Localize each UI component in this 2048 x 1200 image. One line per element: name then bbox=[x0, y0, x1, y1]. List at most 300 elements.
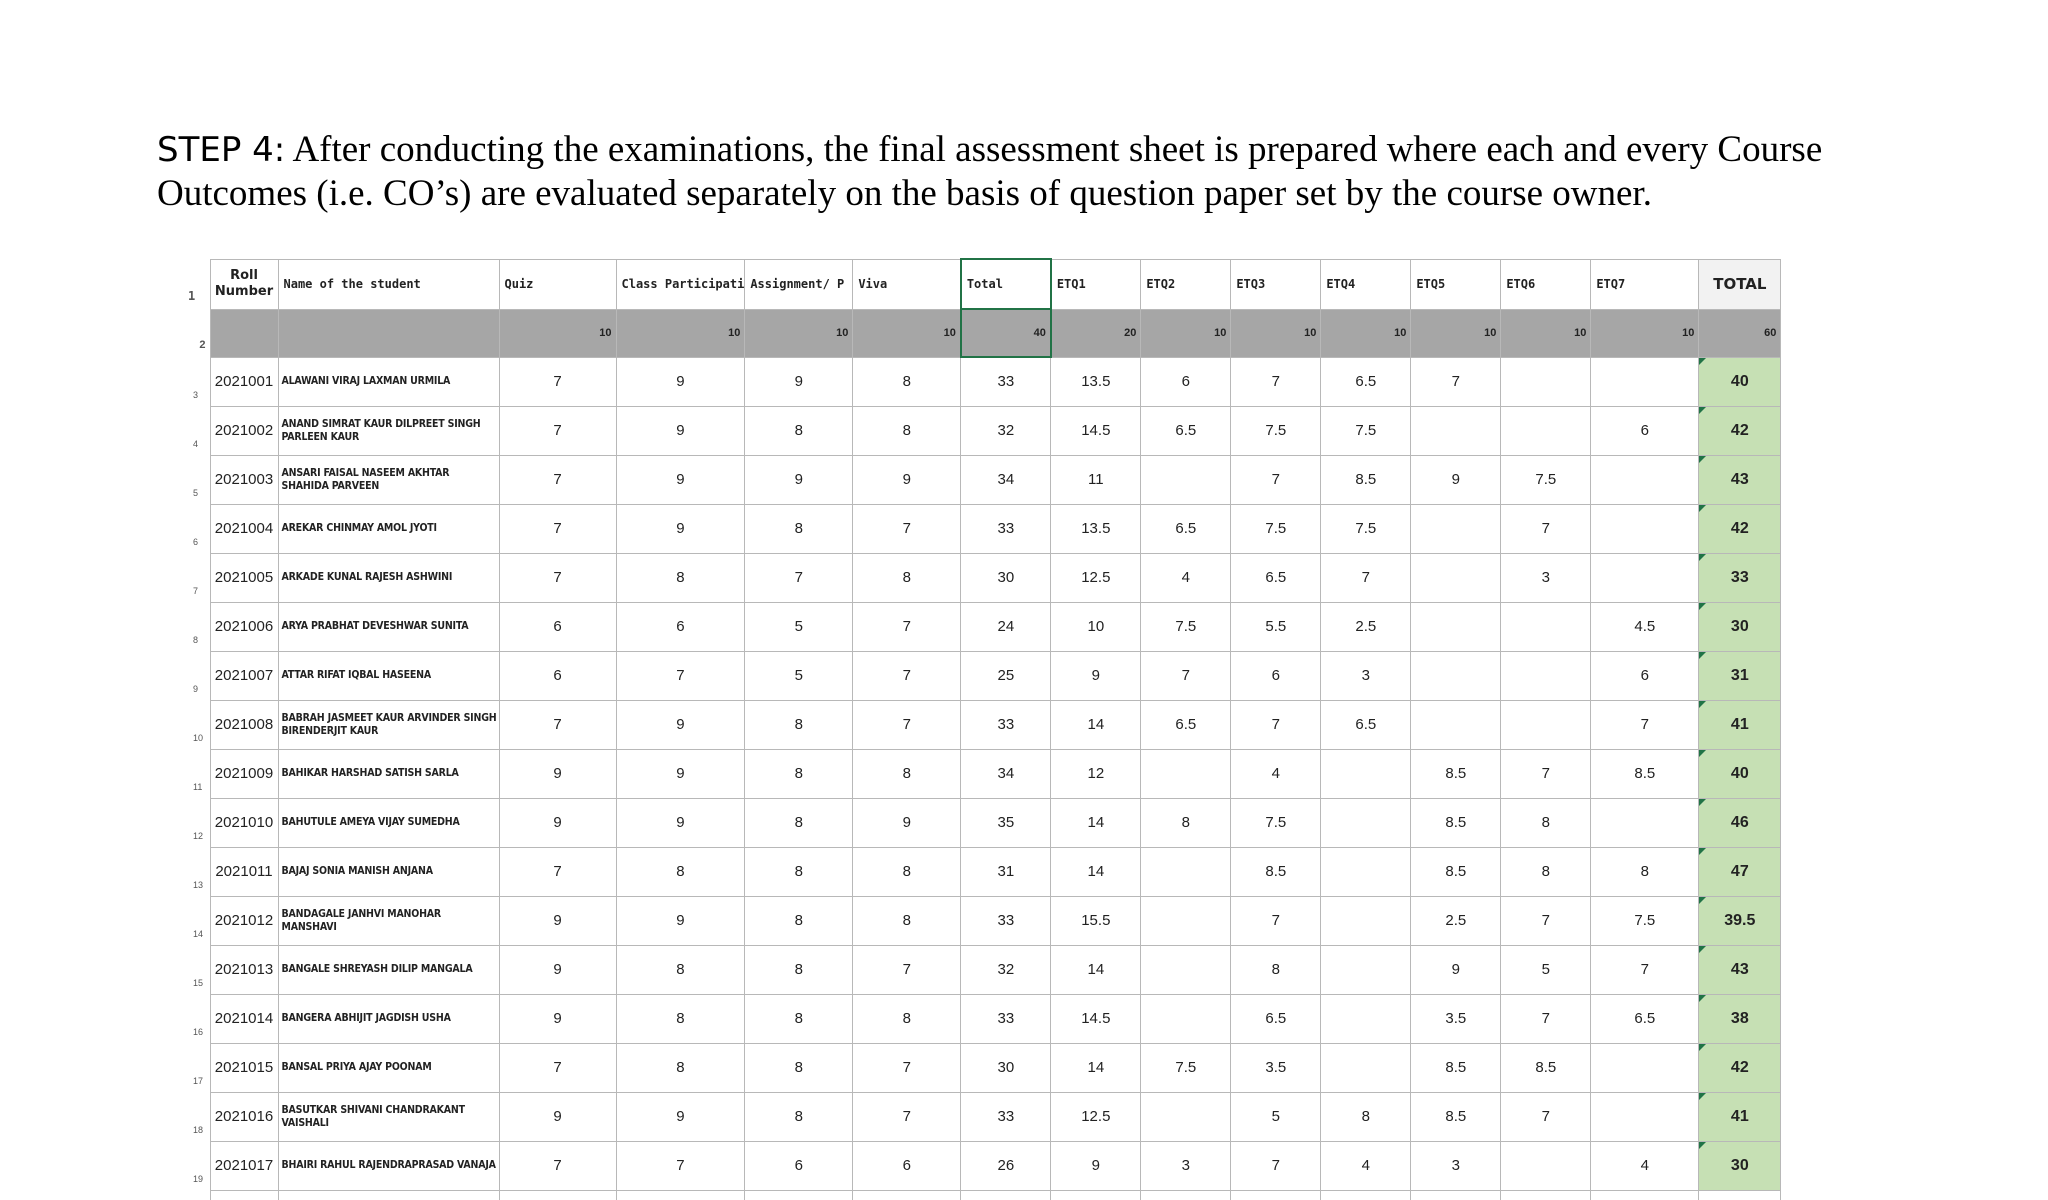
etq1-cell[interactable]: 13.5 bbox=[1051, 504, 1141, 553]
etq6-cell[interactable] bbox=[1501, 651, 1591, 700]
assignment-cell[interactable]: 8 bbox=[745, 798, 853, 847]
viva-cell[interactable]: 7 bbox=[853, 700, 961, 749]
student-name-cell[interactable]: BANDAGALE JANHVI MANOHAR MANSHAVI bbox=[278, 896, 499, 945]
max-etq5[interactable]: 10 bbox=[1411, 309, 1501, 357]
etq2-cell[interactable] bbox=[1141, 945, 1231, 994]
student-name-cell[interactable]: ANAND SIMRAT KAUR DILPREET SINGH PARLEEN KAUR bbox=[278, 406, 499, 455]
viva-cell[interactable]: 8 bbox=[853, 406, 961, 455]
student-name-cell[interactable]: BANGALE SHREYASH DILIP MANGALA bbox=[278, 945, 499, 994]
etq6-cell[interactable]: 8 bbox=[1501, 847, 1591, 896]
student-name-cell[interactable]: BAJAJ SONIA MANISH ANJANA bbox=[278, 847, 499, 896]
etq3-cell[interactable]: 5.5 bbox=[1231, 602, 1321, 651]
roll-number-cell[interactable]: 2021005 bbox=[210, 553, 278, 602]
etq6-cell[interactable] bbox=[1501, 700, 1591, 749]
quiz-cell[interactable]: 9 bbox=[499, 896, 616, 945]
total-cell[interactable]: 24 bbox=[961, 602, 1051, 651]
etq4-cell[interactable] bbox=[1321, 749, 1411, 798]
etq5-cell[interactable]: 3.5 bbox=[1411, 994, 1501, 1043]
grand-total-cell[interactable]: 39.5 bbox=[1699, 896, 1781, 945]
viva-cell[interactable]: 8 bbox=[853, 553, 961, 602]
etq1-cell[interactable]: 15.5 bbox=[1051, 896, 1141, 945]
assignment-cell[interactable]: 8 bbox=[745, 406, 853, 455]
total-cell[interactable]: 30 bbox=[961, 553, 1051, 602]
etq6-cell[interactable]: 8 bbox=[1501, 798, 1591, 847]
student-name-cell[interactable]: BABRAH JASMEET KAUR ARVINDER SINGH BIRENDERJIT KAUR bbox=[278, 700, 499, 749]
etq4-cell[interactable]: 8 bbox=[1321, 1092, 1411, 1141]
etq5-cell[interactable]: 9 bbox=[1411, 455, 1501, 504]
etq3-cell[interactable]: 7 bbox=[1231, 455, 1321, 504]
etq4-cell[interactable] bbox=[1321, 994, 1411, 1043]
assignment-cell[interactable]: 5 bbox=[745, 602, 853, 651]
quiz-cell[interactable]: 9 bbox=[499, 1092, 616, 1141]
grand-total-cell[interactable]: 30 bbox=[1699, 602, 1781, 651]
grand-total-cell[interactable]: 38 bbox=[1699, 994, 1781, 1043]
etq4-cell[interactable] bbox=[1321, 896, 1411, 945]
student-name-cell[interactable]: ARKADE KUNAL RAJESH ASHWINI bbox=[278, 553, 499, 602]
quiz-cell[interactable]: 6 bbox=[499, 651, 616, 700]
etq7-cell[interactable] bbox=[1591, 798, 1699, 847]
header-total[interactable]: Total bbox=[961, 259, 1051, 309]
etq6-cell[interactable]: 8.5 bbox=[1501, 1043, 1591, 1092]
viva-cell[interactable]: 7 bbox=[853, 602, 961, 651]
total-cell[interactable]: 26 bbox=[961, 1141, 1051, 1190]
etq4-cell[interactable] bbox=[1321, 945, 1411, 994]
etq1-cell[interactable]: 9 bbox=[1051, 1141, 1141, 1190]
grand-total-cell[interactable]: 42 bbox=[1699, 406, 1781, 455]
etq6-cell[interactable] bbox=[1501, 602, 1591, 651]
viva-cell[interactable]: 8 bbox=[853, 847, 961, 896]
class-participation-cell[interactable]: 9 bbox=[616, 798, 745, 847]
max-etq7[interactable]: 10 bbox=[1591, 309, 1699, 357]
etq5-cell[interactable]: 8.5 bbox=[1411, 847, 1501, 896]
class-participation-cell[interactable]: 9 bbox=[616, 357, 745, 406]
etq5-cell[interactable] bbox=[1411, 553, 1501, 602]
grand-total-cell[interactable]: 42 bbox=[1699, 504, 1781, 553]
row-number[interactable]: 12 bbox=[183, 798, 210, 847]
etq1-cell[interactable]: 11 bbox=[1051, 455, 1141, 504]
row-number[interactable]: 11 bbox=[183, 749, 210, 798]
etq3-cell[interactable]: 6.5 bbox=[1231, 994, 1321, 1043]
etq7-cell[interactable]: 7.5 bbox=[1591, 896, 1699, 945]
etq4-cell[interactable]: 2.5 bbox=[1321, 602, 1411, 651]
assignment-cell[interactable]: 9 bbox=[745, 357, 853, 406]
etq2-cell[interactable]: 6 bbox=[1141, 357, 1231, 406]
etq4-cell[interactable] bbox=[1321, 847, 1411, 896]
row-number[interactable]: 3 bbox=[183, 357, 210, 406]
etq4-cell[interactable]: 6.5 bbox=[1321, 357, 1411, 406]
grand-total-cell[interactable]: 43 bbox=[1699, 455, 1781, 504]
row-number[interactable]: 2 bbox=[183, 309, 210, 357]
student-name-cell[interactable]: BASUTKAR SHIVANI CHANDRAKANT VAISHALI bbox=[278, 1092, 499, 1141]
max-etq6[interactable]: 10 bbox=[1501, 309, 1591, 357]
etq2-cell[interactable] bbox=[1141, 1092, 1231, 1141]
etq1-cell[interactable]: 14.5 bbox=[1051, 406, 1141, 455]
class-participation-cell[interactable]: 6 bbox=[616, 602, 745, 651]
etq1-cell[interactable]: 14.5 bbox=[1051, 994, 1141, 1043]
max-student-name[interactable] bbox=[278, 309, 499, 357]
row-number[interactable]: 19 bbox=[183, 1141, 210, 1190]
etq4-cell[interactable]: 7.5 bbox=[1321, 406, 1411, 455]
grand-total-cell[interactable]: 46 bbox=[1699, 798, 1781, 847]
student-name-cell[interactable]: ARYA PRABHAT DEVESHWAR SUNITA bbox=[278, 602, 499, 651]
max-grand-total[interactable]: 60 bbox=[1699, 309, 1781, 357]
etq3-cell[interactable]: 8 bbox=[1231, 945, 1321, 994]
roll-number-cell[interactable]: 2021004 bbox=[210, 504, 278, 553]
class-participation-cell[interactable]: 9 bbox=[616, 749, 745, 798]
etq7-cell[interactable]: 4 bbox=[1591, 1141, 1699, 1190]
quiz-cell[interactable]: 7 bbox=[499, 406, 616, 455]
etq7-cell[interactable]: 4.5 bbox=[1591, 602, 1699, 651]
grand-total-cell[interactable]: 33 bbox=[1699, 553, 1781, 602]
total-cell[interactable]: 31 bbox=[961, 847, 1051, 896]
assignment-cell[interactable]: 8 bbox=[745, 994, 853, 1043]
roll-number-cell[interactable]: 2021003 bbox=[210, 455, 278, 504]
student-name-cell[interactable]: BHAIRI RAHUL RAJENDRAPRASAD VANAJA bbox=[278, 1141, 499, 1190]
header-viva[interactable]: Viva bbox=[853, 259, 961, 309]
roll-number-cell[interactable]: 2021014 bbox=[210, 994, 278, 1043]
etq5-cell[interactable]: 8.5 bbox=[1411, 798, 1501, 847]
assignment-cell[interactable]: 8 bbox=[745, 847, 853, 896]
etq6-cell[interactable]: 3 bbox=[1501, 553, 1591, 602]
viva-cell[interactable]: 7 bbox=[853, 1043, 961, 1092]
etq2-cell[interactable]: 4 bbox=[1141, 553, 1231, 602]
quiz-cell[interactable]: 7 bbox=[499, 1141, 616, 1190]
row-number[interactable]: 5 bbox=[183, 455, 210, 504]
header-quiz[interactable]: Quiz bbox=[499, 259, 616, 309]
etq1-cell[interactable]: 12 bbox=[1051, 749, 1141, 798]
etq7-cell[interactable]: 6 bbox=[1591, 651, 1699, 700]
max-etq4[interactable]: 10 bbox=[1321, 309, 1411, 357]
etq4-cell[interactable]: 6.5 bbox=[1321, 700, 1411, 749]
student-name-cell[interactable]: AREKAR CHINMAY AMOL JYOTI bbox=[278, 504, 499, 553]
etq2-cell[interactable]: 8 bbox=[1141, 798, 1231, 847]
etq2-cell[interactable]: 7.5 bbox=[1141, 602, 1231, 651]
etq6-cell[interactable]: 7 bbox=[1501, 994, 1591, 1043]
assignment-cell[interactable]: 8 bbox=[745, 1043, 853, 1092]
etq7-cell[interactable] bbox=[1591, 1043, 1699, 1092]
etq2-cell[interactable]: 6.5 bbox=[1141, 504, 1231, 553]
class-participation-cell[interactable]: 9 bbox=[616, 406, 745, 455]
etq6-cell[interactable]: 7 bbox=[1501, 749, 1591, 798]
etq7-cell[interactable] bbox=[1591, 357, 1699, 406]
etq7-cell[interactable] bbox=[1591, 553, 1699, 602]
etq1-cell[interactable]: 12.5 bbox=[1051, 553, 1141, 602]
grand-total-cell[interactable]: 30 bbox=[1699, 1141, 1781, 1190]
etq7-cell[interactable]: 8.5 bbox=[1591, 749, 1699, 798]
etq5-cell[interactable]: 8.5 bbox=[1411, 749, 1501, 798]
etq4-cell[interactable] bbox=[1321, 1043, 1411, 1092]
etq4-cell[interactable]: 7 bbox=[1321, 553, 1411, 602]
roll-number-cell[interactable]: 2021010 bbox=[210, 798, 278, 847]
viva-cell[interactable]: 8 bbox=[853, 994, 961, 1043]
etq7-cell[interactable]: 7 bbox=[1591, 700, 1699, 749]
etq1-cell[interactable]: 9 bbox=[1051, 651, 1141, 700]
grand-total-cell[interactable]: 41 bbox=[1699, 700, 1781, 749]
etq3-cell[interactable]: 4 bbox=[1231, 749, 1321, 798]
etq6-cell[interactable]: 7.5 bbox=[1501, 455, 1591, 504]
header-etq3[interactable]: ETQ3 bbox=[1231, 259, 1321, 309]
total-cell[interactable]: 33 bbox=[961, 357, 1051, 406]
header-class-participation[interactable]: Class Participati bbox=[616, 259, 745, 309]
quiz-cell[interactable]: 7 bbox=[499, 455, 616, 504]
viva-cell[interactable]: 9 bbox=[853, 455, 961, 504]
class-participation-cell[interactable]: 7 bbox=[616, 1141, 745, 1190]
etq2-cell[interactable] bbox=[1141, 455, 1231, 504]
etq1-cell[interactable]: 14 bbox=[1051, 700, 1141, 749]
roll-number-cell[interactable]: 2021011 bbox=[210, 847, 278, 896]
class-participation-cell[interactable]: 8 bbox=[616, 945, 745, 994]
quiz-cell[interactable]: 7 bbox=[499, 553, 616, 602]
etq7-cell[interactable] bbox=[1591, 455, 1699, 504]
etq1-cell[interactable]: 10 bbox=[1051, 602, 1141, 651]
quiz-cell[interactable]: 9 bbox=[499, 798, 616, 847]
etq5-cell[interactable]: 9 bbox=[1411, 945, 1501, 994]
etq1-cell[interactable]: 14 bbox=[1051, 798, 1141, 847]
total-cell[interactable]: 35 bbox=[961, 798, 1051, 847]
assignment-cell[interactable]: 6 bbox=[745, 1141, 853, 1190]
row-number[interactable]: 4 bbox=[183, 406, 210, 455]
max-viva[interactable]: 10 bbox=[853, 309, 961, 357]
etq5-cell[interactable]: 3 bbox=[1411, 1141, 1501, 1190]
grand-total-cell[interactable]: 43 bbox=[1699, 945, 1781, 994]
header-student-name[interactable]: Name of the student bbox=[278, 259, 499, 309]
roll-number-cell[interactable]: 2021007 bbox=[210, 651, 278, 700]
total-cell[interactable]: 33 bbox=[961, 504, 1051, 553]
quiz-cell[interactable]: 6 bbox=[499, 602, 616, 651]
class-participation-cell[interactable]: 9 bbox=[616, 700, 745, 749]
header-etq4[interactable]: ETQ4 bbox=[1321, 259, 1411, 309]
grand-total-cell[interactable]: 40 bbox=[1699, 357, 1781, 406]
total-cell[interactable]: 25 bbox=[961, 651, 1051, 700]
total-cell[interactable]: 32 bbox=[961, 406, 1051, 455]
max-etq2[interactable]: 10 bbox=[1141, 309, 1231, 357]
student-name-cell[interactable]: ALAWANI VIRAJ LAXMAN URMILA bbox=[278, 357, 499, 406]
viva-cell[interactable]: 7 bbox=[853, 504, 961, 553]
quiz-cell[interactable]: 7 bbox=[499, 504, 616, 553]
etq3-cell[interactable]: 8.5 bbox=[1231, 847, 1321, 896]
total-cell[interactable]: 34 bbox=[961, 749, 1051, 798]
quiz-cell[interactable]: 7 bbox=[499, 847, 616, 896]
class-participation-cell[interactable]: 8 bbox=[616, 553, 745, 602]
etq6-cell[interactable]: 7 bbox=[1501, 504, 1591, 553]
etq6-cell[interactable]: 7 bbox=[1501, 896, 1591, 945]
etq1-cell[interactable]: 13.5 bbox=[1051, 357, 1141, 406]
etq5-cell[interactable]: 7 bbox=[1411, 357, 1501, 406]
roll-number-cell[interactable]: 2021013 bbox=[210, 945, 278, 994]
etq3-cell[interactable]: 7.5 bbox=[1231, 504, 1321, 553]
grand-total-cell[interactable]: 31 bbox=[1699, 651, 1781, 700]
etq2-cell[interactable]: 7 bbox=[1141, 651, 1231, 700]
class-participation-cell[interactable]: 7 bbox=[616, 651, 745, 700]
student-name-cell[interactable]: ATTAR RIFAT IQBAL HASEENA bbox=[278, 651, 499, 700]
viva-cell[interactable]: 7 bbox=[853, 1092, 961, 1141]
student-name-cell[interactable]: BAHIKAR HARSHAD SATISH SARLA bbox=[278, 749, 499, 798]
total-cell[interactable]: 30 bbox=[961, 1043, 1051, 1092]
roll-number-cell[interactable]: 2021015 bbox=[210, 1043, 278, 1092]
total-cell[interactable]: 33 bbox=[961, 1092, 1051, 1141]
roll-number-cell[interactable]: 2021002 bbox=[210, 406, 278, 455]
etq2-cell[interactable] bbox=[1141, 896, 1231, 945]
etq5-cell[interactable] bbox=[1411, 406, 1501, 455]
max-etq1[interactable]: 20 bbox=[1051, 309, 1141, 357]
header-etq1[interactable]: ETQ1 bbox=[1051, 259, 1141, 309]
class-participation-cell[interactable]: 8 bbox=[616, 1043, 745, 1092]
etq6-cell[interactable] bbox=[1501, 1141, 1591, 1190]
etq7-cell[interactable]: 8 bbox=[1591, 847, 1699, 896]
assignment-cell[interactable]: 7 bbox=[745, 553, 853, 602]
viva-cell[interactable]: 8 bbox=[853, 357, 961, 406]
etq2-cell[interactable]: 3 bbox=[1141, 1141, 1231, 1190]
total-cell[interactable]: 34 bbox=[961, 455, 1051, 504]
header-roll-number[interactable]: Roll Number bbox=[210, 259, 278, 309]
etq6-cell[interactable] bbox=[1501, 406, 1591, 455]
etq7-cell[interactable]: 6 bbox=[1591, 406, 1699, 455]
etq1-cell[interactable]: 14 bbox=[1051, 1043, 1141, 1092]
etq5-cell[interactable] bbox=[1411, 651, 1501, 700]
etq7-cell[interactable] bbox=[1591, 1092, 1699, 1141]
etq3-cell[interactable]: 7 bbox=[1231, 357, 1321, 406]
viva-cell[interactable]: 7 bbox=[853, 945, 961, 994]
grand-total-cell[interactable]: 41 bbox=[1699, 1092, 1781, 1141]
etq7-cell[interactable]: 6.5 bbox=[1591, 994, 1699, 1043]
etq5-cell[interactable]: 8.5 bbox=[1411, 1043, 1501, 1092]
row-number[interactable]: 17 bbox=[183, 1043, 210, 1092]
class-participation-cell[interactable]: 8 bbox=[616, 847, 745, 896]
grand-total-cell[interactable]: 40 bbox=[1699, 749, 1781, 798]
roll-number-cell[interactable]: 2021009 bbox=[210, 749, 278, 798]
etq6-cell[interactable] bbox=[1501, 357, 1591, 406]
viva-cell[interactable]: 9 bbox=[853, 798, 961, 847]
header-assignment[interactable]: Assignment/ P bbox=[745, 259, 853, 309]
assignment-cell[interactable]: 8 bbox=[745, 896, 853, 945]
etq3-cell[interactable]: 7 bbox=[1231, 896, 1321, 945]
etq2-cell[interactable] bbox=[1141, 994, 1231, 1043]
etq1-cell[interactable]: 12.5 bbox=[1051, 1092, 1141, 1141]
row-number[interactable]: 18 bbox=[183, 1092, 210, 1141]
grand-total-cell[interactable]: 47 bbox=[1699, 847, 1781, 896]
etq7-cell[interactable] bbox=[1591, 504, 1699, 553]
assignment-cell[interactable]: 8 bbox=[745, 504, 853, 553]
row-number[interactable]: 13 bbox=[183, 847, 210, 896]
row-number[interactable]: 7 bbox=[183, 553, 210, 602]
etq2-cell[interactable] bbox=[1141, 749, 1231, 798]
max-etq3[interactable]: 10 bbox=[1231, 309, 1321, 357]
roll-number-cell[interactable]: 2021017 bbox=[210, 1141, 278, 1190]
total-cell[interactable]: 33 bbox=[961, 994, 1051, 1043]
roll-number-cell[interactable]: 2021006 bbox=[210, 602, 278, 651]
max-quiz[interactable]: 10 bbox=[499, 309, 616, 357]
header-etq6[interactable]: ETQ6 bbox=[1501, 259, 1591, 309]
student-name-cell[interactable]: ANSARI FAISAL NASEEM AKHTAR SHAHIDA PARVEEN bbox=[278, 455, 499, 504]
class-participation-cell[interactable]: 9 bbox=[616, 896, 745, 945]
roll-number-cell[interactable]: 2021016 bbox=[210, 1092, 278, 1141]
etq3-cell[interactable]: 5 bbox=[1231, 1092, 1321, 1141]
etq4-cell[interactable] bbox=[1321, 798, 1411, 847]
viva-cell[interactable]: 8 bbox=[853, 896, 961, 945]
roll-number-cell[interactable]: 2021012 bbox=[210, 896, 278, 945]
etq2-cell[interactable] bbox=[1141, 847, 1231, 896]
quiz-cell[interactable]: 7 bbox=[499, 1043, 616, 1092]
row-number[interactable]: 1 bbox=[183, 259, 210, 309]
quiz-cell[interactable]: 9 bbox=[499, 749, 616, 798]
roll-number-cell[interactable]: 2021001 bbox=[210, 357, 278, 406]
quiz-cell[interactable]: 7 bbox=[499, 700, 616, 749]
max-total[interactable]: 40 bbox=[961, 309, 1051, 357]
assignment-cell[interactable]: 8 bbox=[745, 1092, 853, 1141]
row-number[interactable]: 9 bbox=[183, 651, 210, 700]
etq3-cell[interactable]: 6 bbox=[1231, 651, 1321, 700]
header-etq7[interactable]: ETQ7 bbox=[1591, 259, 1699, 309]
etq5-cell[interactable] bbox=[1411, 700, 1501, 749]
header-grand-total[interactable]: TOTAL bbox=[1699, 259, 1781, 309]
class-participation-cell[interactable]: 9 bbox=[616, 1092, 745, 1141]
total-cell[interactable]: 33 bbox=[961, 700, 1051, 749]
etq4-cell[interactable]: 8.5 bbox=[1321, 455, 1411, 504]
etq2-cell[interactable]: 6.5 bbox=[1141, 700, 1231, 749]
etq3-cell[interactable]: 7 bbox=[1231, 700, 1321, 749]
etq6-cell[interactable]: 7 bbox=[1501, 1092, 1591, 1141]
assignment-cell[interactable]: 5 bbox=[745, 651, 853, 700]
viva-cell[interactable]: 8 bbox=[853, 749, 961, 798]
student-name-cell[interactable]: BANSAL PRIYA AJAY POONAM bbox=[278, 1043, 499, 1092]
etq3-cell[interactable]: 7 bbox=[1231, 1141, 1321, 1190]
etq1-cell[interactable]: 14 bbox=[1051, 847, 1141, 896]
row-number[interactable]: 6 bbox=[183, 504, 210, 553]
roll-number-cell[interactable]: 2021008 bbox=[210, 700, 278, 749]
etq3-cell[interactable]: 3.5 bbox=[1231, 1043, 1321, 1092]
quiz-cell[interactable]: 7 bbox=[499, 357, 616, 406]
etq5-cell[interactable]: 8.5 bbox=[1411, 1092, 1501, 1141]
student-name-cell[interactable]: BANGERA ABHIJIT JAGDISH USHA bbox=[278, 994, 499, 1043]
quiz-cell[interactable]: 9 bbox=[499, 994, 616, 1043]
assignment-cell[interactable]: 8 bbox=[745, 700, 853, 749]
max-class-participation[interactable]: 10 bbox=[616, 309, 745, 357]
etq6-cell[interactable]: 5 bbox=[1501, 945, 1591, 994]
etq5-cell[interactable] bbox=[1411, 602, 1501, 651]
total-cell[interactable]: 32 bbox=[961, 945, 1051, 994]
etq2-cell[interactable]: 6.5 bbox=[1141, 406, 1231, 455]
etq2-cell[interactable]: 7.5 bbox=[1141, 1043, 1231, 1092]
class-participation-cell[interactable]: 9 bbox=[616, 455, 745, 504]
etq3-cell[interactable]: 7.5 bbox=[1231, 406, 1321, 455]
header-etq2[interactable]: ETQ2 bbox=[1141, 259, 1231, 309]
row-number[interactable]: 16 bbox=[183, 994, 210, 1043]
header-etq5[interactable]: ETQ5 bbox=[1411, 259, 1501, 309]
etq4-cell[interactable]: 4 bbox=[1321, 1141, 1411, 1190]
row-number[interactable]: 15 bbox=[183, 945, 210, 994]
max-assignment[interactable]: 10 bbox=[745, 309, 853, 357]
max-roll-number[interactable] bbox=[210, 309, 278, 357]
grand-total-cell[interactable]: 42 bbox=[1699, 1043, 1781, 1092]
etq7-cell[interactable]: 7 bbox=[1591, 945, 1699, 994]
student-name-cell[interactable]: BAHUTULE AMEYA VIJAY SUMEDHA bbox=[278, 798, 499, 847]
assignment-cell[interactable]: 9 bbox=[745, 455, 853, 504]
etq5-cell[interactable] bbox=[1411, 504, 1501, 553]
etq5-cell[interactable]: 2.5 bbox=[1411, 896, 1501, 945]
etq1-cell[interactable]: 14 bbox=[1051, 945, 1141, 994]
assignment-cell[interactable]: 8 bbox=[745, 945, 853, 994]
row-number[interactable]: 8 bbox=[183, 602, 210, 651]
class-participation-cell[interactable]: 9 bbox=[616, 504, 745, 553]
viva-cell[interactable]: 6 bbox=[853, 1141, 961, 1190]
row-number[interactable]: 14 bbox=[183, 896, 210, 945]
viva-cell[interactable]: 7 bbox=[853, 651, 961, 700]
assignment-cell[interactable]: 8 bbox=[745, 749, 853, 798]
total-cell[interactable]: 33 bbox=[961, 896, 1051, 945]
quiz-cell[interactable]: 9 bbox=[499, 945, 616, 994]
etq4-cell[interactable]: 3 bbox=[1321, 651, 1411, 700]
etq3-cell[interactable]: 6.5 bbox=[1231, 553, 1321, 602]
